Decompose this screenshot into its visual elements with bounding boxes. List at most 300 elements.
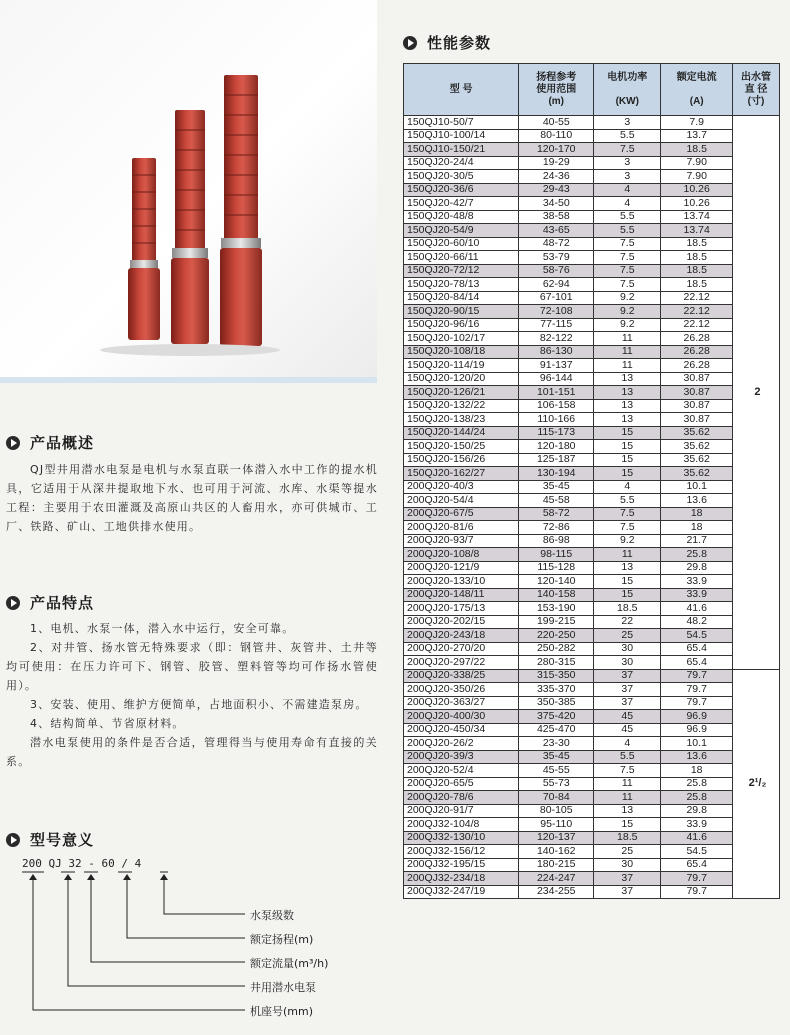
cell-power: 30	[594, 642, 661, 656]
cell-current: 7.90	[661, 170, 733, 184]
table-row	[404, 777, 780, 791]
table-row	[404, 494, 780, 508]
cell-power: 4	[594, 737, 661, 751]
table-row	[404, 723, 780, 737]
table-row	[404, 588, 780, 602]
cell-model: 200QJ20-39/3	[404, 750, 519, 764]
cell-head-range: 120-140	[519, 575, 594, 589]
cell-head-range: 153-190	[519, 602, 594, 616]
cell-head-range: 199-215	[519, 615, 594, 629]
cell-power: 15	[594, 588, 661, 602]
header-power: 电机功率 (KW)	[594, 64, 661, 116]
cell-power: 37	[594, 696, 661, 710]
cell-model: 150QJ20-24/4	[404, 156, 519, 170]
cell-model: 200QJ20-52/4	[404, 764, 519, 778]
cell-head-range: 35-45	[519, 480, 594, 494]
feature-item: 1、电机、水泵一体，潜入水中运行，安全可靠。	[30, 622, 295, 635]
cell-head-range: 335-370	[519, 683, 594, 697]
features-list	[6, 619, 378, 771]
cell-model: 150QJ20-108/18	[404, 345, 519, 359]
table-row	[404, 669, 780, 683]
cell-model: 150QJ20-60/10	[404, 237, 519, 251]
feature-item: 2、对井管、扬水管无特殊要求（即：钢管井、灰管井、土井等均可使用：在压力许可下、钢管、胶管、塑料管等均可作扬水管使用）。	[6, 641, 378, 692]
cell-power: 7.5	[594, 507, 661, 521]
cell-head-range: 80-105	[519, 804, 594, 818]
table-row	[404, 858, 780, 872]
cell-model: 200QJ32-130/10	[404, 831, 519, 845]
cell-power: 18.5	[594, 602, 661, 616]
cell-head-range: 67-101	[519, 291, 594, 305]
table-row	[404, 116, 780, 130]
table-row	[404, 264, 780, 278]
cell-model: 150QJ10-50/7	[404, 116, 519, 130]
cell-current: 33.9	[661, 588, 733, 602]
cell-current: 35.62	[661, 467, 733, 481]
cell-head-range: 80-110	[519, 129, 594, 143]
cell-power: 15	[594, 575, 661, 589]
cell-power: 30	[594, 858, 661, 872]
table-row	[404, 210, 780, 224]
feature-item: 4、结构简单、节省原材料。	[30, 717, 185, 730]
cell-power: 5.5	[594, 210, 661, 224]
cell-current: 10.26	[661, 183, 733, 197]
cell-model: 200QJ20-54/4	[404, 494, 519, 508]
cell-current: 18.5	[661, 278, 733, 292]
header-outlet-diameter: 出水管 直 径 (寸)	[732, 64, 779, 116]
cell-head-range: 29-43	[519, 183, 594, 197]
table-row	[404, 467, 780, 481]
table-row	[404, 332, 780, 346]
cell-model: 150QJ20-138/23	[404, 413, 519, 427]
cell-power: 5.5	[594, 224, 661, 238]
cell-power: 15	[594, 818, 661, 832]
table-row	[404, 561, 780, 575]
cell-power: 7.5	[594, 278, 661, 292]
cell-model: 200QJ20-26/2	[404, 737, 519, 751]
cell-model: 150QJ10-100/14	[404, 129, 519, 143]
cell-current: 30.87	[661, 399, 733, 413]
cell-head-range: 110-166	[519, 413, 594, 427]
model-legend-lines	[0, 868, 260, 1018]
performance-table	[403, 63, 780, 899]
cell-power: 37	[594, 683, 661, 697]
cell-outlet-diameter: 2	[732, 116, 779, 670]
cell-power: 15	[594, 453, 661, 467]
table-row	[404, 237, 780, 251]
cell-power: 4	[594, 197, 661, 211]
cell-current: 22.12	[661, 305, 733, 319]
cell-current: 13.6	[661, 750, 733, 764]
cell-model: 200QJ20-81/6	[404, 521, 519, 535]
cell-head-range: 86-130	[519, 345, 594, 359]
cell-model: 200QJ20-202/15	[404, 615, 519, 629]
header-current: 额定电流 (A)	[661, 64, 733, 116]
cell-current: 18	[661, 521, 733, 535]
cell-model: 150QJ20-54/9	[404, 224, 519, 238]
cell-power: 15	[594, 426, 661, 440]
cell-head-range: 180-215	[519, 858, 594, 872]
cell-current: 79.7	[661, 669, 733, 683]
cell-power: 3	[594, 170, 661, 184]
cell-current: 65.4	[661, 656, 733, 670]
table-header-row	[404, 64, 780, 116]
table-row	[404, 521, 780, 535]
cell-current: 7.9	[661, 116, 733, 130]
cell-power: 5.5	[594, 494, 661, 508]
cell-current: 18	[661, 764, 733, 778]
cell-power: 9.2	[594, 305, 661, 319]
cell-power: 25	[594, 629, 661, 643]
overview-text-block	[6, 460, 378, 536]
table-row	[404, 318, 780, 332]
cell-current: 33.9	[661, 575, 733, 589]
table-row	[404, 764, 780, 778]
table-body	[404, 116, 780, 899]
table-row	[404, 359, 780, 373]
cell-head-range: 96-144	[519, 372, 594, 386]
cell-current: 35.62	[661, 426, 733, 440]
table-row	[404, 804, 780, 818]
cell-model: 150QJ20-144/24	[404, 426, 519, 440]
cell-current: 10.1	[661, 480, 733, 494]
cell-model: 150QJ20-72/12	[404, 264, 519, 278]
cell-current: 26.28	[661, 359, 733, 373]
cell-head-range: 62-94	[519, 278, 594, 292]
cell-current: 35.62	[661, 453, 733, 467]
cell-head-range: 120-180	[519, 440, 594, 454]
table-row	[404, 872, 780, 886]
cell-power: 11	[594, 777, 661, 791]
legend-well-pump: 井用潜水电泵	[250, 981, 316, 994]
table-row	[404, 156, 780, 170]
cell-power: 13	[594, 561, 661, 575]
cell-current: 22.12	[661, 318, 733, 332]
cell-current: 30.87	[661, 413, 733, 427]
cell-head-range: 140-162	[519, 845, 594, 859]
legend-rated-head: 额定扬程(m)	[250, 933, 314, 946]
cell-model: 200QJ20-270/20	[404, 642, 519, 656]
cell-power: 3	[594, 116, 661, 130]
cell-current: 18.5	[661, 264, 733, 278]
table-row	[404, 372, 780, 386]
photo-divider	[0, 377, 377, 383]
cell-model: 150QJ20-126/21	[404, 386, 519, 400]
table-row	[404, 683, 780, 697]
cell-model: 150QJ20-36/6	[404, 183, 519, 197]
pump-medium	[171, 110, 209, 344]
cell-current: 18.5	[661, 237, 733, 251]
cell-model: 200QJ20-133/10	[404, 575, 519, 589]
pump-small	[128, 158, 160, 340]
table-row	[404, 278, 780, 292]
header-head-range: 扬程参考 使用范围 (m)	[519, 64, 594, 116]
cell-head-range: 45-58	[519, 494, 594, 508]
table-row	[404, 629, 780, 643]
cell-head-range: 58-72	[519, 507, 594, 521]
cell-head-range: 34-50	[519, 197, 594, 211]
cell-power: 7.5	[594, 251, 661, 265]
table-row	[404, 345, 780, 359]
cell-power: 11	[594, 359, 661, 373]
cell-head-range: 115-173	[519, 426, 594, 440]
cell-model: 150QJ20-114/19	[404, 359, 519, 373]
cell-current: 54.5	[661, 845, 733, 859]
cell-power: 45	[594, 710, 661, 724]
cell-current: 29.8	[661, 804, 733, 818]
cell-head-range: 53-79	[519, 251, 594, 265]
table-row	[404, 129, 780, 143]
cell-model: 150QJ20-90/15	[404, 305, 519, 319]
cell-current: 18	[661, 507, 733, 521]
cell-power: 5.5	[594, 129, 661, 143]
table-row	[404, 480, 780, 494]
cell-head-range: 72-108	[519, 305, 594, 319]
cell-current: 13.6	[661, 494, 733, 508]
table-row	[404, 291, 780, 305]
cell-head-range: 106-158	[519, 399, 594, 413]
cell-model: 150QJ20-156/26	[404, 453, 519, 467]
cell-model: 200QJ32-156/12	[404, 845, 519, 859]
cell-power: 13	[594, 413, 661, 427]
pump-large	[220, 75, 262, 346]
cell-model: 200QJ32-195/15	[404, 858, 519, 872]
cell-model: 150QJ20-84/14	[404, 291, 519, 305]
cell-current: 41.6	[661, 831, 733, 845]
cell-head-range: 350-385	[519, 696, 594, 710]
cell-power: 4	[594, 183, 661, 197]
legend-rated-flow: 额定流量(m³/h)	[250, 957, 329, 970]
header-model: 型 号	[404, 64, 519, 116]
cell-power: 3	[594, 156, 661, 170]
cell-model: 150QJ20-42/7	[404, 197, 519, 211]
cell-model: 200QJ20-338/25	[404, 669, 519, 683]
cell-power: 30	[594, 656, 661, 670]
cell-current: 10.1	[661, 737, 733, 751]
cell-model: 150QJ20-102/17	[404, 332, 519, 346]
cell-model: 150QJ10-150/21	[404, 143, 519, 157]
table-row	[404, 791, 780, 805]
cell-current: 26.28	[661, 345, 733, 359]
cell-model: 200QJ20-67/5	[404, 507, 519, 521]
cell-model: 200QJ32-104/8	[404, 818, 519, 832]
cell-head-range: 120-137	[519, 831, 594, 845]
cell-model: 200QJ20-148/11	[404, 588, 519, 602]
cell-head-range: 130-194	[519, 467, 594, 481]
cell-model: 150QJ20-120/20	[404, 372, 519, 386]
cell-model: 200QJ20-40/3	[404, 480, 519, 494]
cell-head-range: 48-72	[519, 237, 594, 251]
cell-current: 25.8	[661, 777, 733, 791]
cell-model: 200QJ20-121/9	[404, 561, 519, 575]
cell-head-range: 125-187	[519, 453, 594, 467]
cell-outlet-diameter: 2¹/₂	[732, 669, 779, 899]
cell-current: 30.87	[661, 372, 733, 386]
table-row	[404, 440, 780, 454]
cell-power: 7.5	[594, 143, 661, 157]
cell-current: 41.6	[661, 602, 733, 616]
cell-power: 45	[594, 723, 661, 737]
cell-current: 29.8	[661, 561, 733, 575]
cell-current: 13.74	[661, 224, 733, 238]
cell-current: 10.26	[661, 197, 733, 211]
table-row	[404, 656, 780, 670]
cell-current: 79.7	[661, 683, 733, 697]
cell-head-range: 70-84	[519, 791, 594, 805]
cell-model: 200QJ32-247/19	[404, 885, 519, 899]
table-row	[404, 642, 780, 656]
cell-model: 200QJ20-108/8	[404, 548, 519, 562]
cell-power: 7.5	[594, 237, 661, 251]
cell-power: 37	[594, 669, 661, 683]
overview-heading: 产品概述	[6, 432, 94, 453]
cell-current: 21.7	[661, 534, 733, 548]
cell-model: 150QJ20-30/5	[404, 170, 519, 184]
play-bullet-icon	[6, 833, 20, 847]
cell-power: 25	[594, 845, 661, 859]
overview-paragraph: QJ型井用潜水电泵是电机与水泵直联一体潜入水中工作的提水机具，它适用于从深井提取地下水、也可用于河流、水库、水渠等提水工程：主要用于农田灌溉及高原山共区的人畜用水，亦可供城市、工厂、铁路、矿山、工地供排水使用。	[6, 463, 378, 533]
cell-model: 200QJ20-400/30	[404, 710, 519, 724]
model-code-example: 200 QJ 32 - 60 / 4	[22, 857, 142, 870]
cell-head-range: 19-29	[519, 156, 594, 170]
cell-power: 37	[594, 885, 661, 899]
cell-current: 18.5	[661, 143, 733, 157]
cell-current: 79.7	[661, 872, 733, 886]
cell-current: 13.7	[661, 129, 733, 143]
cell-power: 11	[594, 345, 661, 359]
table-row	[404, 507, 780, 521]
table-row	[404, 818, 780, 832]
play-bullet-icon	[6, 596, 20, 610]
table-row	[404, 575, 780, 589]
table-row	[404, 197, 780, 211]
cell-head-range: 425-470	[519, 723, 594, 737]
table-row	[404, 845, 780, 859]
table-row	[404, 885, 780, 899]
table-row	[404, 548, 780, 562]
cell-head-range: 234-255	[519, 885, 594, 899]
feature-item: 3、安装、使用、维护方便简单，占地面积小、不需建造泵房。	[30, 698, 368, 711]
cell-current: 96.9	[661, 723, 733, 737]
table-row	[404, 183, 780, 197]
cell-current: 96.9	[661, 710, 733, 724]
table-row	[404, 399, 780, 413]
cell-current: 7.90	[661, 156, 733, 170]
cell-power: 7.5	[594, 264, 661, 278]
table-row	[404, 534, 780, 548]
play-bullet-icon	[403, 36, 417, 50]
cell-head-range: 375-420	[519, 710, 594, 724]
cell-power: 22	[594, 615, 661, 629]
cell-head-range: 115-128	[519, 561, 594, 575]
cell-model: 200QJ20-243/18	[404, 629, 519, 643]
table-row	[404, 305, 780, 319]
cell-model: 200QJ20-175/13	[404, 602, 519, 616]
cell-current: 22.12	[661, 291, 733, 305]
cell-current: 30.87	[661, 386, 733, 400]
features-heading: 产品特点	[6, 592, 94, 613]
table-row	[404, 170, 780, 184]
cell-model: 200QJ20-78/6	[404, 791, 519, 805]
cell-current: 65.4	[661, 642, 733, 656]
cell-head-range: 250-282	[519, 642, 594, 656]
table-row	[404, 224, 780, 238]
cell-current: 26.28	[661, 332, 733, 346]
table-row	[404, 602, 780, 616]
cell-head-range: 58-76	[519, 264, 594, 278]
cell-current: 54.5	[661, 629, 733, 643]
cell-current: 33.9	[661, 818, 733, 832]
legend-frame-size: 机座号(mm)	[250, 1005, 314, 1018]
cell-power: 13	[594, 386, 661, 400]
cell-power: 5.5	[594, 750, 661, 764]
table-row	[404, 750, 780, 764]
cell-power: 11	[594, 548, 661, 562]
table-row	[404, 453, 780, 467]
cell-model: 150QJ20-162/27	[404, 467, 519, 481]
cell-head-range: 120-170	[519, 143, 594, 157]
cell-current: 18.5	[661, 251, 733, 265]
cell-head-range: 224-247	[519, 872, 594, 886]
cell-power: 11	[594, 332, 661, 346]
table-row	[404, 710, 780, 724]
cell-model: 150QJ20-150/25	[404, 440, 519, 454]
cell-model: 200QJ20-450/34	[404, 723, 519, 737]
product-photo	[0, 0, 377, 377]
cell-power: 9.2	[594, 318, 661, 332]
cell-current: 13.74	[661, 210, 733, 224]
cell-current: 25.8	[661, 791, 733, 805]
cell-head-range: 82-122	[519, 332, 594, 346]
cell-current: 79.7	[661, 885, 733, 899]
table-row	[404, 696, 780, 710]
cell-model: 150QJ20-132/22	[404, 399, 519, 413]
cell-power: 37	[594, 872, 661, 886]
cell-model: 200QJ20-350/26	[404, 683, 519, 697]
cell-current: 25.8	[661, 548, 733, 562]
cell-current: 65.4	[661, 858, 733, 872]
cell-current: 35.62	[661, 440, 733, 454]
cell-head-range: 43-65	[519, 224, 594, 238]
cell-power: 9.2	[594, 534, 661, 548]
cell-head-range: 45-55	[519, 764, 594, 778]
play-bullet-icon	[6, 436, 20, 450]
cell-head-range: 280-315	[519, 656, 594, 670]
cell-head-range: 91-137	[519, 359, 594, 373]
table-row	[404, 386, 780, 400]
cell-head-range: 72-86	[519, 521, 594, 535]
table-row	[404, 831, 780, 845]
cell-power: 15	[594, 467, 661, 481]
legend-stages: 水泵级数	[250, 909, 294, 922]
cell-head-range: 55-73	[519, 777, 594, 791]
cell-model: 200QJ20-65/5	[404, 777, 519, 791]
cell-head-range: 101-151	[519, 386, 594, 400]
cell-power: 11	[594, 791, 661, 805]
table-row	[404, 143, 780, 157]
cell-head-range: 315-350	[519, 669, 594, 683]
cell-power: 13	[594, 399, 661, 413]
pump-illustration	[0, 0, 377, 377]
cell-model: 200QJ32-234/18	[404, 872, 519, 886]
cell-power: 4	[594, 480, 661, 494]
table-row	[404, 615, 780, 629]
cell-current: 79.7	[661, 696, 733, 710]
cell-power: 13	[594, 372, 661, 386]
cell-head-range: 38-58	[519, 210, 594, 224]
cell-power: 9.2	[594, 291, 661, 305]
cell-model: 200QJ20-93/7	[404, 534, 519, 548]
cell-head-range: 140-158	[519, 588, 594, 602]
